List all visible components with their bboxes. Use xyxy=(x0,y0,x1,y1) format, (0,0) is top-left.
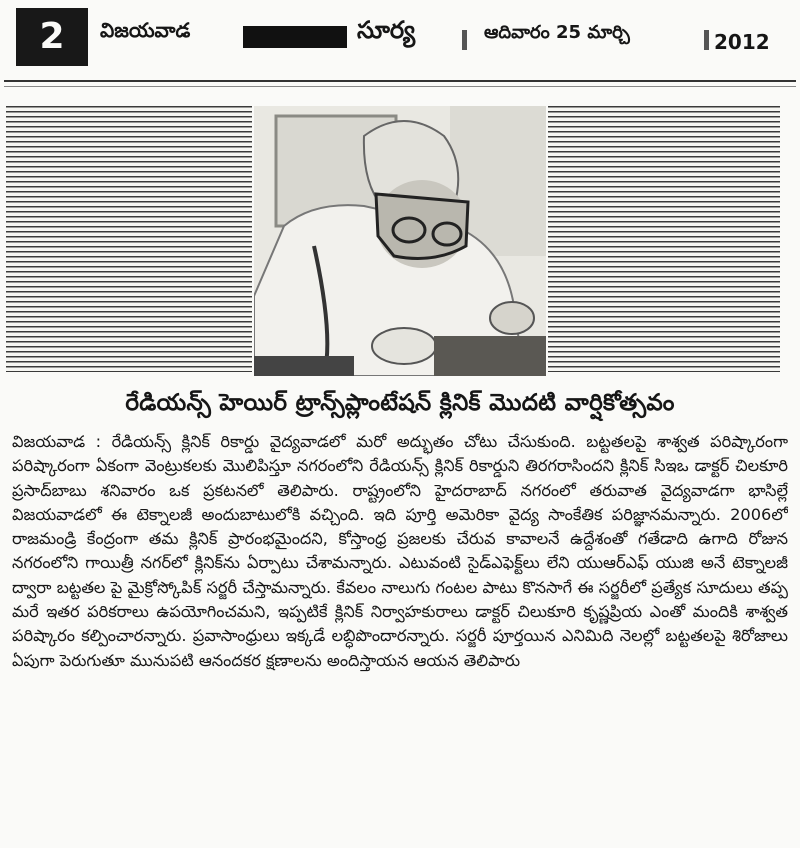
doctor-surgery-icon xyxy=(254,106,546,376)
header-rule-thin xyxy=(4,86,796,87)
newspaper-name: సూర్య xyxy=(357,16,416,44)
doctor-surgery-photo xyxy=(254,106,546,376)
publication-year: 2012 xyxy=(714,30,770,54)
article-headline: రేడియన్స్ హెయిర్ ట్రాన్స్‌ప్లాంటేషన్ క్లినిక్ మొదటి వార్షికోత్సవం xyxy=(125,390,675,416)
separator xyxy=(462,30,467,50)
newspaper-header xyxy=(0,0,800,74)
decorative-stripes-left xyxy=(6,106,252,372)
article-body xyxy=(12,430,788,842)
publication-date: ఆదివారం 25 మార్చి xyxy=(484,22,630,43)
article-text: విజయవాడ : రేడియన్స్ క్లినిక్ రికార్డు వైద్యవాడలో మరో అద్భుతం చోటు చేసుకుంది. బట్టతలపై శాశ్వత పరిష్కారంగా పరిష్కారంగా ఏకంగా వెంట్రుకలకు మొలిపిస్తూ నగరంలోని రేడియన్స్ క్లినిక్ రికార్డుని తిరగరాసిందని క్లినిక్ సిఇఒ డాక్టర్ చిలకూరి ప్రసాద్‌బాబు శనివారం ఒక ప్రకటనలో తెలిపారు. రాష్ట్రంలోని హైదరాబాద్ నగరంలో తరువాత వైద్యవాడగా భాసిల్లే విజయవాడలో ఈ టెక్నాలజీ అందుబాటులోకి వచ్చింది. ఇది పూర్తి అమెరికా వైద్య సాంకేతిక పరిజ్ఞానమన్నారు. 2006లో రాజమండ్రి కేంద్రంగా తమ క్లినిక్ ప్రారంభమైందని, కోస్తాంధ్ర ప్రజలకు చేరువ కావాలనే ఉద్దేశంతో గతేడాది ఉగాది రోజున నగరంలోని గాయిత్రీ నగర్‌లో క్లినిక్‌ను ఏర్పాటు చేశామన్నారు. ఎటువంటి సైడ్‌ఎఫెక్ట్‌లు లేని యుఆర్‌ఎఫ్ యుజి అనే టెక్నాలజీ ద్వారా బట్టతల పై మైక్రోస్కోపిక్ సర్జరీ చేస్తామన్నారు. కేవలం నాలుగు గంటల పాటు కొనసాగే ఈ సర్జరీలో ప్రత్యేక సూదులు తప్ప మరే ఇతర పరికరాలు ఉపయోగించమని, ఇప్పటికే క్లినిక్ నిర్వాహకురాలు డాక్టర్ చిలుకూరి కృష్ణప్రియ ఎంతో మందికి శాశ్వత పరిష్కారం కల్పించారన్నారు. ప్రవాసాంధ్రులు ఇక్కడే లబ్ధిపొందారన్నారు. సర్జరీ పూర్తయిన ఎనిమిది నెలల్లో బట్టతలపై శిరోజాలు ఏపుగా పెరుగుతూ మునుపటి ఆనందకర క్షణాలను అందిస్తాయన ఆయన తెలిపారు xyxy=(12,432,788,670)
header-rule xyxy=(4,80,796,82)
masthead-bar xyxy=(243,26,347,48)
separator xyxy=(704,30,709,50)
edition-city: విజయవాడ xyxy=(100,18,191,42)
page-number: 2 xyxy=(16,8,88,66)
decorative-stripes-right xyxy=(548,106,780,372)
